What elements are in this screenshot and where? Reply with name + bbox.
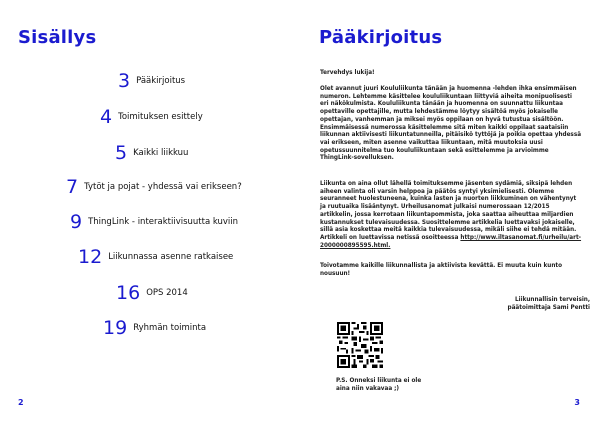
paragraph-3 <box>320 263 582 278</box>
toc-entry[interactable] <box>103 317 206 339</box>
paragraph-text: Toivotamme kaikille liikunnallista ja aktiivista kevättä. Ei muuta kuin kunto nousuun! <box>320 263 562 277</box>
toc-page-number: 9 <box>70 211 83 233</box>
paragraph-1 <box>320 86 582 163</box>
toc-label: OPS 2014 <box>146 288 188 298</box>
toc-entry[interactable] <box>115 142 188 164</box>
toc-label: Pääkirjoitus <box>136 76 186 86</box>
toc-page-number: 19 <box>103 317 128 339</box>
paragraph-text-body: Liikunta on aina ollut lähellä toimituksemme jäsenten sydämiä, siksipä lehden aiheen valinta oli varsin helppoa ja päätös syntyi yksimielisesti. Olemme seuranneet huolestuneena, kuinka lasten ja nuorten liikkuminen on vähentynyt ja ruutuaika lisääntynyt. Urheilusanomat julkaisi numerossaan 12/2015 artikkelin, jossa kerrotaan liikuntapommista, joka saattaa aiheuttaa miljardien kustannukset tulevaisuudessa. Suosittelemme artikkelia luettavaksi jokaiselle, sillä asia koskettaa meitä kaikkia tulevaisuudessa, mikäli siihe ei tehdä mitään. Artikkeli on luettavissa netissä osoitteessa <box>320 181 577 241</box>
toc-entry[interactable] <box>66 176 242 198</box>
article-link[interactable]: http://www.iltasanomat.fi/urheilu/art-2000000895595.html. <box>320 234 582 249</box>
greeting <box>320 70 582 78</box>
greeting-text: Tervehdys lukija! <box>320 70 375 76</box>
signature-line-1: Liikunnallisin terveisin, <box>515 297 590 303</box>
page-number: 3 <box>574 398 580 407</box>
toc-label: Tytöt ja pojat - yhdessä vai erikseen? <box>84 182 242 192</box>
page-editorial <box>300 0 600 424</box>
page-title: Pääkirjoitus <box>319 27 443 48</box>
toc-label: Toimituksen esittely <box>118 112 203 122</box>
signature <box>490 297 590 312</box>
toc-page-number: 12 <box>78 246 103 268</box>
toc-page-number: 16 <box>116 282 141 304</box>
postscript: P.S. Onneksi liikunta ei ole aina niin vakavaa ;) <box>336 378 422 392</box>
signature-line-2: päätoimittaja Sami Pentti <box>507 304 590 311</box>
toc-entry[interactable] <box>100 106 203 128</box>
qr-code-icon[interactable] <box>337 322 383 368</box>
paragraph-text <box>320 181 582 250</box>
page-number: 2 <box>18 398 24 407</box>
toc-page-number: 3 <box>118 70 131 92</box>
paragraph-2 <box>320 181 582 250</box>
toc-page-number: 4 <box>100 106 113 128</box>
toc-label: ThingLink - interaktiivisuutta kuviin <box>88 217 239 227</box>
toc-page-number: 7 <box>66 176 79 198</box>
paragraph-text: Olet avannut juuri Koululiikunta tänään ja huomenna -lehden ihka ensimmäisen numeron. Lehtemme käsittelee koululiikuntaan liittyviä aiheita monipuolisesti eri näkökulmista. Koululiikunta tänään ja huomenna on suunnattu liikuntaa opettaville opettajille, mutta lehdestämme löytyy sisältöä myös jokaiselle opettajan, vanhemman ja miksei myös oppilaan on hyvä tutustua sisältöön. Ensimmäisessä numerossa käsittelemme sitä miten kaikki oppilaat saataisiin liikunnan aktiivisesti liikuntatunneilla, pitäisikö tyttöjä ja poikia opettaa yhdessä vai erikseen, miten asenne vaikuttaa liikuntaan, mitä muutoksia uusi opetussuunnitelma tuo koululiikuntaan sekä esittelemme ja arvioimme ThingLink-sovelluksen. <box>320 86 582 162</box>
toc-entry[interactable] <box>78 246 233 268</box>
toc-label: Liikunnassa asenne ratkaisee <box>108 252 234 262</box>
toc-entry[interactable] <box>118 70 185 92</box>
page-title: Sisällys <box>18 27 97 48</box>
toc-entry[interactable] <box>70 211 238 233</box>
toc-label: Kaikki liikkuu <box>133 148 189 158</box>
toc-label: Ryhmän toiminta <box>133 323 207 333</box>
toc-entry[interactable] <box>116 282 188 304</box>
toc-page-number: 5 <box>115 142 128 164</box>
